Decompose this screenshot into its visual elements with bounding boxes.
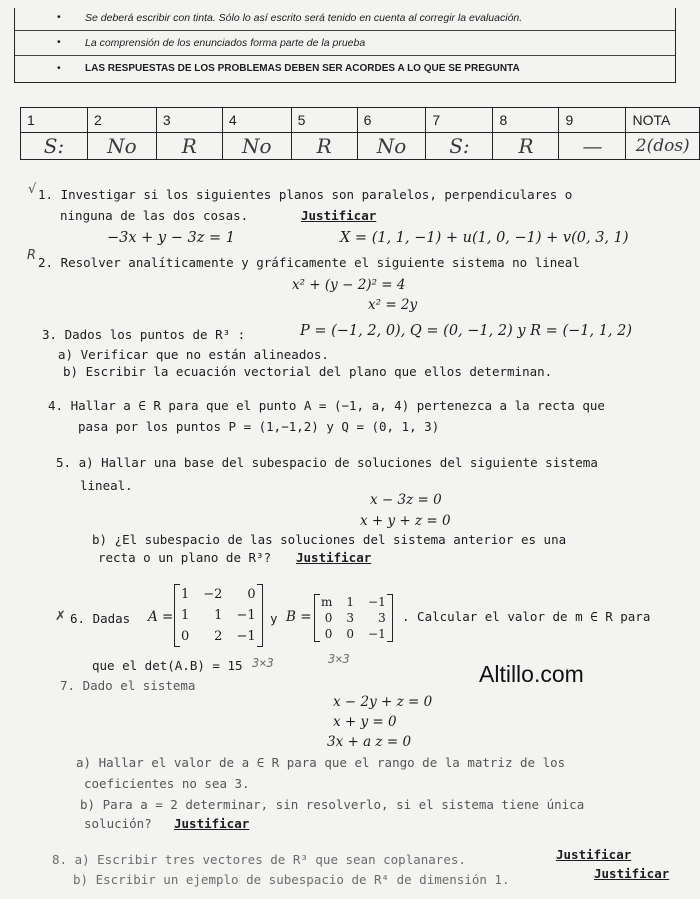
- grade-header: 7: [426, 108, 493, 133]
- problem-5-eq-2: x + y + z = 0: [360, 513, 451, 529]
- problem-7b-text: b) Para a = 2 determinar, sin resolverlo, si el sistema tiene única: [80, 797, 585, 812]
- grade-mark: S:: [426, 133, 493, 160]
- problem-6-condition: que el det(A.B) = 15: [92, 658, 243, 673]
- grade-mark: R: [291, 133, 357, 160]
- grade-header: 8: [493, 108, 559, 133]
- correction-mark: R: [27, 248, 37, 263]
- problem-7-eq-2: x + y = 0: [333, 714, 397, 730]
- grade-mark: R: [493, 133, 559, 160]
- instruction-line: [15, 33, 675, 56]
- problem-3b: b) Escribir la ecuación vectorial del plano que ellos determinan.: [63, 364, 553, 379]
- grade-mark: No: [222, 133, 291, 160]
- grade-header: 2: [88, 108, 157, 133]
- matrix-cell: 1: [181, 608, 190, 623]
- matrix-cell: −1: [236, 629, 256, 644]
- matrix-cell: 2: [214, 629, 223, 644]
- grade-header: 9: [559, 108, 626, 133]
- matrix-A-label: A =: [148, 609, 174, 625]
- bullet: •: [57, 62, 61, 74]
- grade-table: [20, 107, 700, 160]
- cross-mark: ✗: [55, 609, 66, 624]
- matrix-B: [314, 594, 393, 642]
- grade-final-mark: 2(dos): [626, 133, 700, 160]
- matrix-cell: 3: [378, 611, 386, 625]
- matrix-cell: m: [321, 595, 333, 609]
- problem-8b-text: b) Escribir un ejemplo de subespacio de R⁴ de dimensión 1.: [73, 872, 510, 887]
- matrix-cell: 1: [346, 595, 355, 609]
- instruction-line: [15, 8, 675, 31]
- problem-7-eq-1: x − 2y + z = 0: [333, 694, 433, 710]
- problem-8a-text: 8. a) Escribir tres vectores de R³ que sean coplanares.: [52, 852, 466, 867]
- matrix-cell: −2: [203, 587, 223, 602]
- bullet: •: [57, 11, 61, 23]
- problem-4-text-cont: pasa por los puntos P = (1,−1,2) y Q = (0, 1, 3): [78, 419, 440, 434]
- grade-header: 4: [222, 108, 291, 133]
- grade-header: 6: [357, 108, 426, 133]
- grade-mark: No: [357, 133, 426, 160]
- problem-1-text-cont: ninguna de las dos cosas.: [60, 208, 249, 223]
- problem-5-eq-1: x − 3z = 0: [370, 492, 442, 508]
- bullet: •: [57, 36, 61, 48]
- problem-5b-text-cont: recta o un plano de R³?: [98, 550, 272, 565]
- justify-label: Justificar: [174, 816, 250, 831]
- matrix-cell: −1: [368, 627, 386, 641]
- check-mark: √: [28, 182, 37, 197]
- matrix-cell: 0: [324, 627, 333, 641]
- problem-4-text: 4. Hallar a ∈ R para que el punto A = (−1, a, 4) pertenezca a la recta que: [48, 398, 605, 413]
- problem-3a: a) Verificar que no están alineados.: [58, 347, 329, 362]
- problem-2-eq-2: x² = 2y: [368, 297, 418, 313]
- justify-label: Justificar: [296, 550, 372, 565]
- matrix-cell: 0: [346, 627, 355, 641]
- problem-6-text: 6. Dadas: [70, 611, 131, 626]
- matrix-cell: 1: [181, 587, 190, 602]
- instructions-box: [14, 8, 676, 83]
- problem-2-text: 2. Resolver analíticamente y gráficamente el siguiente sistema no lineal: [38, 255, 580, 270]
- instruction-line: [15, 59, 675, 81]
- problem-5a-text: 5. a) Hallar una base del subespacio de soluciones del siguiente sistema: [56, 455, 598, 470]
- justify-label: Justificar: [301, 208, 377, 223]
- grade-mark: S:: [21, 133, 88, 160]
- matrix-cell: 0: [324, 611, 333, 625]
- problem-3-points: P = (−1, 2, 0), Q = (0, −1, 2) y R = (−1, 1, 2): [300, 323, 633, 339]
- matrix-cell: 1: [214, 608, 223, 623]
- problem-7-eq-3: 3x + a z = 0: [327, 734, 412, 750]
- grade-marks-row: [21, 133, 700, 160]
- problem-2-eq-1: x² + (y − 2)² = 4: [292, 277, 406, 293]
- matrix-cell: 0: [247, 587, 256, 602]
- matrix-cell: 0: [181, 629, 190, 644]
- grade-header: 3: [156, 108, 222, 133]
- problem-5b-text: b) ¿El subespacio de las soluciones del sistema anterior es una: [92, 532, 567, 547]
- grade-header-nota: NOTA: [626, 108, 700, 133]
- problem-7a-text-cont: coeficientes no sea 3.: [84, 776, 250, 791]
- problem-1-plane-2: X = (1, 1, −1) + u(1, 0, −1) + v(0, 3, 1): [340, 230, 629, 246]
- grade-mark: —: [559, 133, 626, 160]
- grade-header: 1: [21, 108, 88, 133]
- grade-mark: No: [88, 133, 157, 160]
- conjunction: y: [270, 611, 278, 626]
- grade-header-row: [21, 108, 700, 133]
- instruction-text: Se deberá escribir con tinta. Sólo lo así escrito será tenido en cuenta al corregir la evaluación.: [85, 12, 523, 24]
- matrix-A: [174, 584, 263, 647]
- problem-7a-text: a) Hallar el valor de a ∈ R para que el rango de la matriz de los: [76, 755, 566, 770]
- instruction-text: LAS RESPUESTAS DE LOS PROBLEMAS DEBEN SER ACORDES A LO QUE SE PREGUNTA: [85, 63, 520, 74]
- matrix-cell: −1: [368, 595, 386, 609]
- grade-mark: R: [156, 133, 222, 160]
- problem-7b-text-cont: solución?: [84, 816, 152, 831]
- matrix-cell: −1: [236, 608, 256, 623]
- problem-5a-text-cont: lineal.: [80, 478, 133, 493]
- matrix-B-label: B =: [286, 609, 312, 625]
- problem-6-text-cont: . Calcular el valor de m ∈ R para: [402, 609, 651, 624]
- problem-7-text: 7. Dado el sistema: [60, 678, 196, 693]
- matrix-cell: 3: [346, 611, 355, 625]
- problem-1-text: 1. Investigar si los siguientes planos son paralelos, perpendiculares o: [38, 187, 573, 202]
- problem-3-text: 3. Dados los puntos de R³ :: [42, 327, 246, 342]
- handwritten-note: 3×3: [328, 652, 350, 666]
- instruction-text: La comprensión de los enunciados forma parte de la prueba: [85, 37, 366, 49]
- grade-header: 5: [291, 108, 357, 133]
- problem-1-plane-1: −3x + y − 3z = 1: [107, 230, 235, 246]
- justify-label: Justificar: [556, 847, 632, 862]
- altillo-watermark: Altillo.com: [479, 661, 584, 687]
- justify-label: Justificar: [594, 866, 670, 881]
- handwritten-note: 3×3: [252, 656, 274, 670]
